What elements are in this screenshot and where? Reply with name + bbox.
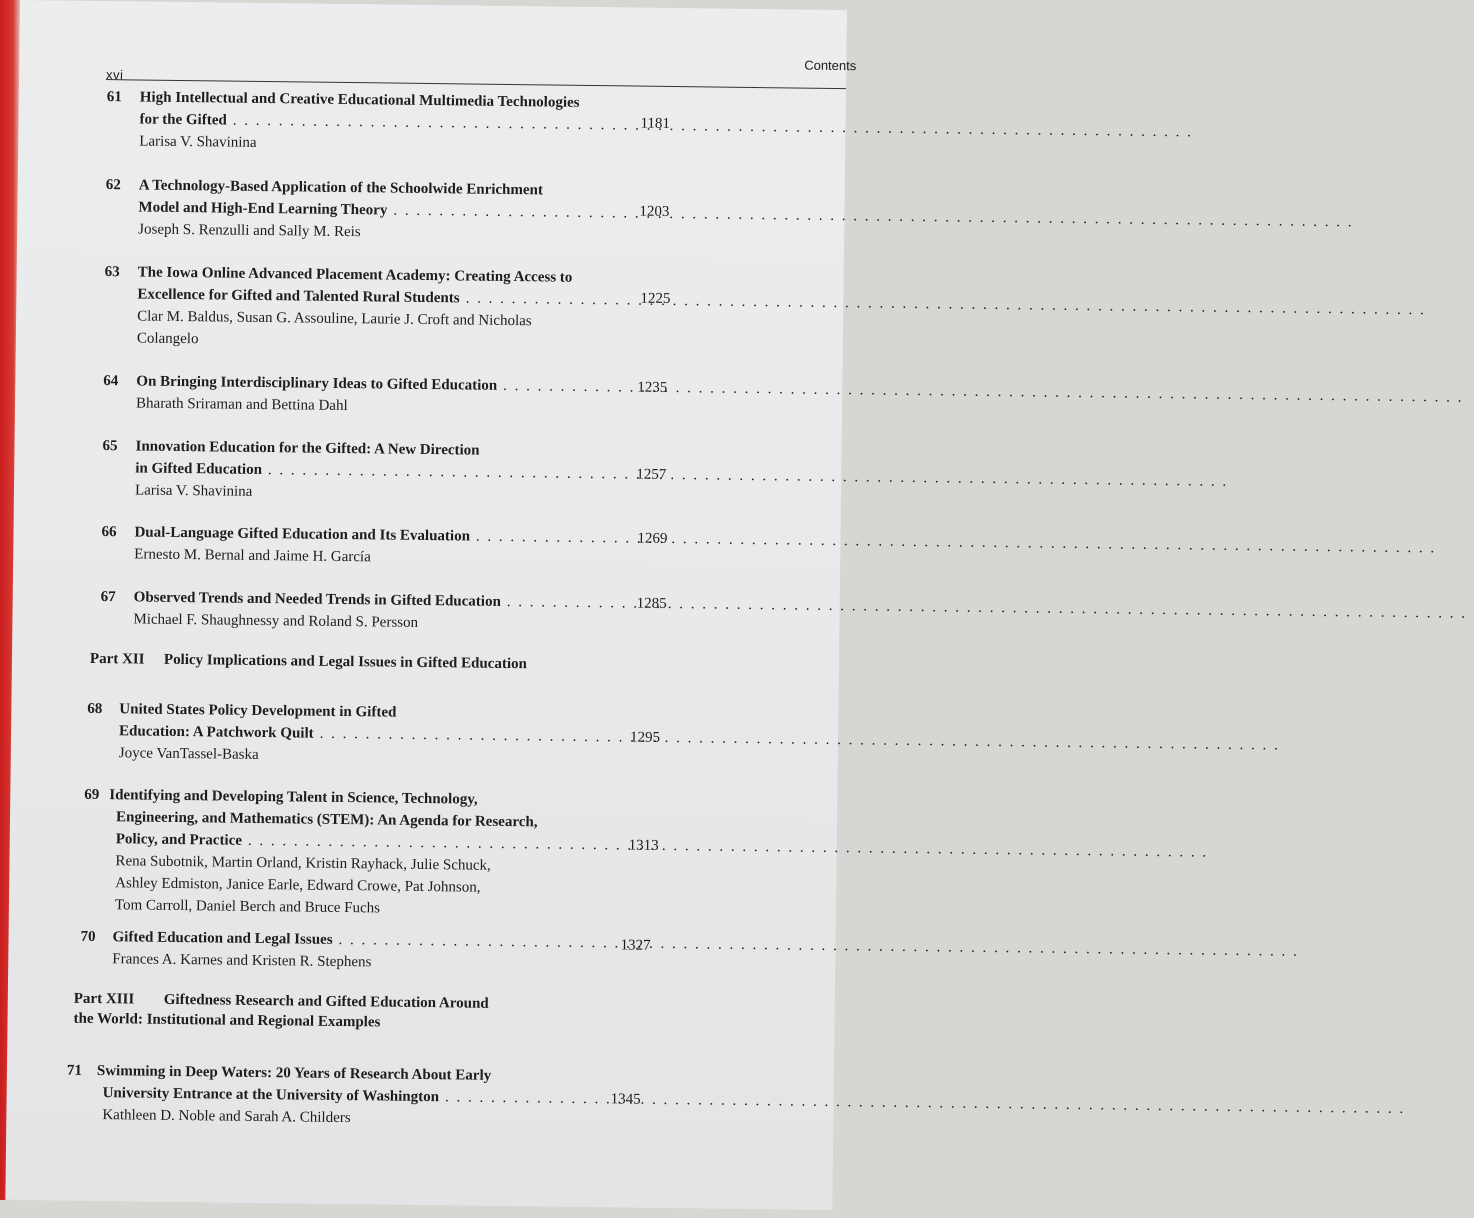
chapter-authors: Kathleen D. Noble and Sarah A. Childers — [102, 1107, 351, 1127]
chapter-authors: Ashley Edmiston, Janice Earle, Edward Crowe, Pat Johnson, — [115, 875, 481, 896]
toc-entry-69 — [10, 786, 837, 917]
chapter-authors: Larisa V. Shavinina — [134, 482, 253, 500]
chapter-authors: Clar M. Baldus, Susan G. Assouline, Laurie J. Croft and Nicholas — [137, 308, 532, 330]
chapter-title-line: Observed Trends and Needed Trends in Gifted Education — [133, 589, 501, 610]
chapter-title-line: Identifying and Developing Talent in Science, Technology, — [109, 787, 478, 808]
header-rule — [106, 79, 846, 89]
chapter-number: 61 — [106, 89, 122, 106]
chapter-title-leader — [138, 199, 633, 222]
chapter-title-leader — [135, 460, 630, 483]
leader-dots — [476, 529, 1436, 558]
leader-dots — [320, 726, 1280, 755]
chapter-title-line: Education: A Patchwork Quilt — [118, 723, 314, 742]
page-reference: 1181 — [640, 115, 671, 132]
chapter-title-line: Swimming in Deep Waters: 20 Years of Research About Early — [96, 1063, 492, 1084]
leader-dots — [338, 932, 1298, 961]
chapter-title-line: On Bringing Interdisciplinary Ideas to Gifted Education — [136, 373, 498, 394]
part-heading-xiii — [8, 990, 835, 1031]
toc-entry-66 — [14, 523, 841, 566]
part-heading-xii — [12, 650, 839, 673]
chapter-authors: Bharath Sriraman and Bettina Dahl — [135, 395, 348, 415]
chapter-title-leader — [119, 723, 624, 746]
chapter-title-line: in Gifted Education — [135, 460, 263, 478]
page-reference: 1285 — [636, 595, 667, 612]
chapter-title-line: University Entrance at the University of Washington — [102, 1085, 440, 1106]
page-reference: 1295 — [629, 729, 661, 746]
chapter-number: 69 — [84, 786, 100, 804]
chapter-title-leader — [134, 524, 631, 547]
page-header — [19, 0, 857, 90]
chapter-title-leader — [112, 929, 614, 952]
part-label: Part XIII — [73, 990, 135, 1008]
chapter-title-line: United States Policy Development in Gifted — [119, 701, 397, 721]
chapter-title-line: Engineering, and Mathematics (STEM): An Agenda for Research, — [115, 809, 538, 831]
page-reference: 1257 — [636, 466, 667, 483]
chapter-number: 66 — [101, 524, 117, 541]
page-reference: 1203 — [639, 203, 670, 220]
leader-dots — [233, 113, 1193, 142]
chapter-title-line: The Iowa Online Advanced Placement Academy: Creating Access to — [137, 264, 573, 286]
toc-entry-64 — [15, 372, 842, 415]
chapter-number: 62 — [105, 177, 121, 194]
chapter-number: 67 — [100, 589, 116, 606]
chapter-title-leader — [116, 831, 623, 854]
chapter-authors: Joseph S. Renzulli and Sally M. Reis — [138, 221, 361, 241]
part-title: Policy Implications and Legal Issues in Gifted Education — [163, 651, 527, 673]
chapter-title-leader — [137, 286, 634, 309]
chapter-number: 68 — [87, 700, 103, 718]
toc-entry-67 — [13, 588, 840, 631]
chapter-title-line: High Intellectual and Creative Educational Multimedia Technologies — [139, 89, 580, 111]
toc-entry-61 — [19, 88, 846, 151]
page-reference: 1345 — [610, 1091, 641, 1108]
chapter-authors: Frances A. Karnes and Kristen R. Stephens — [112, 951, 372, 971]
page-reference: 1313 — [628, 837, 659, 854]
toc-entry-68 — [11, 700, 838, 763]
chapter-number: 65 — [102, 438, 118, 455]
chapter-title-line: Dual-Language Gifted Education and Its Evaluation — [134, 524, 471, 545]
chapter-title-line: Model and High-End Learning Theory — [138, 199, 388, 219]
toc-entry-65 — [15, 437, 842, 500]
leader-dots — [268, 462, 1228, 491]
chapter-authors: Ernesto M. Bernal and Jaime H. García — [134, 546, 371, 566]
chapter-number: 71 — [66, 1062, 83, 1079]
chapter-number: 70 — [80, 928, 96, 945]
part-title: Giftedness Research and Gifted Education Around — [163, 991, 489, 1012]
toc-entry-62 — [18, 176, 845, 241]
chapter-number: 64 — [103, 373, 119, 390]
chapter-title-line: Excellence for Gifted and Talented Rural Students — [137, 286, 460, 307]
chapter-authors: Joyce VanTassel-Baska — [118, 745, 259, 763]
part-label: Part XII — [89, 650, 145, 668]
page-reference: 1225 — [640, 290, 671, 307]
chapter-authors: Michael F. Shaughnessy and Roland S. Persson — [133, 611, 419, 631]
leader-dots — [393, 203, 1353, 232]
leader-dots — [445, 1089, 1405, 1118]
chapter-title-line: A Technology-Based Application of the Schoolwide Enrichment — [138, 177, 544, 199]
chapter-title-line: Gifted Education and Legal Issues — [112, 929, 333, 948]
chapter-title-leader — [103, 1085, 605, 1108]
page-reference: 1327 — [620, 937, 651, 954]
running-head: Contents — [804, 57, 857, 74]
chapter-title-leader — [134, 589, 631, 612]
toc-entry-71 — [7, 1062, 834, 1127]
chapter-title-line: for the Gifted — [139, 111, 227, 129]
chapter-authors: Colangelo — [136, 330, 199, 348]
chapter-title-line: Policy, and Practice — [115, 831, 243, 849]
toc-entry-70 — [9, 928, 836, 971]
chapter-title-leader — [139, 111, 634, 134]
chapter-number: 63 — [104, 264, 120, 281]
chapter-authors: Rena Subotnik, Martin Orland, Kristin Rayhack, Julie Schuck, — [115, 853, 491, 874]
chapter-title-leader — [136, 373, 631, 396]
page-reference: 1235 — [637, 379, 668, 396]
part-title: the World: Institutional and Regional Examples — [73, 1010, 381, 1031]
chapter-title-line: Innovation Education for the Gifted: A New Direction — [135, 438, 480, 459]
book-page — [5, 0, 857, 1210]
chapter-authors: Tom Carroll, Daniel Berch and Bruce Fuchs — [114, 897, 381, 917]
page-reference: 1269 — [637, 530, 668, 547]
chapter-authors: Larisa V. Shavinina — [139, 133, 257, 151]
leader-dots — [466, 290, 1426, 319]
toc-entry-63 — [17, 263, 844, 348]
page-number: xvi — [106, 67, 124, 83]
